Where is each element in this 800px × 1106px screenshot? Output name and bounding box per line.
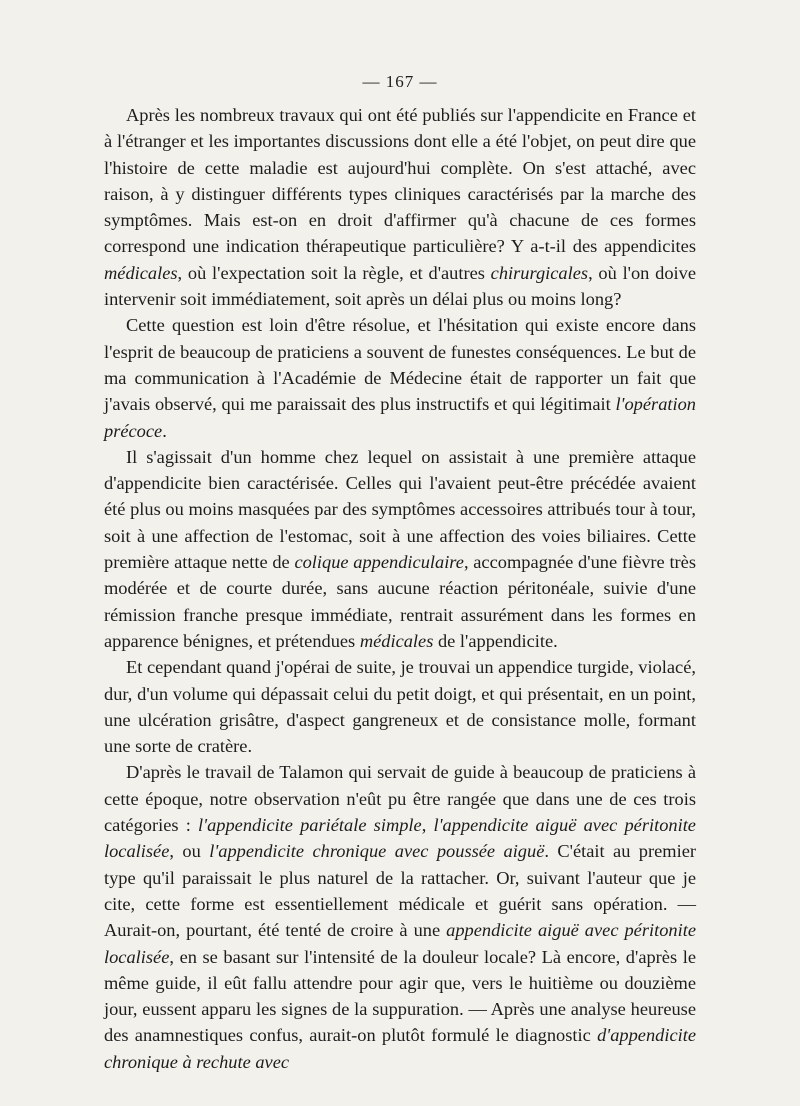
italic-phrase: l'appendicite chronique avec poussée aiguë: [209, 841, 545, 862]
text-run: , en se basant sur l'intensité de la douleur locale? Là encore, d'après le même guide, il eût fallu attendre pour agir que, vers le huitième ou douzième jour, eussent apparu les signes de la suppuration. — Après une analyse heureuse des anamnestiques confus, aurait-on plutôt formulé le diagnostic: [104, 946, 696, 1046]
italic-phrase: médicales: [359, 630, 434, 651]
text-run: Après les nombreux travaux qui ont été publiés sur l'appendicite en France et à l'étranger et les importantes discussions dont elle a été l'objet, on peut dire que l'histoire de cette maladie est aujourd'hui complète. On s'est attaché, avec raison, à y distinguer différents types cliniques caractérisés par la marche des symptômes. Mais est-on en droit d'affirmer qu'à chacune de ces formes correspond une indication thérapeutique particulière? Y a-t-il des appendicites: [104, 105, 696, 257]
paragraph: [104, 654, 696, 759]
italic-phrase: l'appendicite pariétale simple: [198, 815, 422, 836]
italic-phrase: l'appendicite aiguë avec péritonite localisée: [104, 815, 696, 862]
italic-phrase: d'appendicite chronique à rechute avec: [104, 1025, 696, 1072]
italic-phrase: appendicite aiguë avec péritonite localisée: [104, 920, 696, 967]
text-run: , où l'on doive intervenir soit immédiatement, soit après un délai plus ou moins long?: [104, 262, 696, 310]
text-run: , où l'expectation soit la règle, et d'autres: [177, 262, 491, 283]
paragraph: [104, 444, 696, 654]
text-run: .: [162, 420, 167, 441]
text-run: Et cependant quand j'opérai de suite, je trouvai un appendice turgide, violacé, dur, d'un volume qui dépassait celui du petit doigt, et qui présentait, en un point, une ulcération grisâtre, d'aspect gangreneux et de consistance molle, formant une sorte de cratère.: [104, 657, 696, 757]
italic-phrase: chirurgicales: [490, 262, 589, 283]
paragraph: [104, 312, 696, 443]
page-number: — 167 —: [362, 72, 438, 91]
body-text: [104, 102, 696, 1075]
text-run: Cette question est loin d'être résolue, et l'hésitation qui existe encore dans l'esprit de beaucoup de praticiens a souvent de funestes conséquences. Le but de ma communication à l'Académie de Médecine était de rapporter un fait que j'avais observé, qui me paraissait des plus instructifs et qui légitimait: [104, 315, 696, 415]
text-run: , ou: [169, 841, 210, 862]
text-run: ,: [421, 815, 434, 836]
italic-phrase: médicales: [104, 262, 178, 283]
italic-phrase: colique appendiculaire: [294, 552, 464, 573]
text-run: Il s'agissait d'un homme chez lequel on assistait à une première attaque d'appendicite bien caractérisée. Celles qui l'avaient peut-être précédée avaient été plus ou moins masquées par des symptômes accessoires attribués tour à tour, soit à une affection de l'estomac, soit à une affection des voies biliaires. Cette première attaque nette de: [104, 446, 696, 573]
text-run: de l'appendicite.: [433, 630, 558, 651]
text-run: , accompagnée d'une fièvre très modérée et de courte durée, sans aucune réaction péritonéale, suivie d'une rémission franche presque immédiate, rentrait assurément dans les formes en apparence bénignes, et prétendues: [104, 552, 696, 651]
paragraph: [104, 759, 696, 1075]
paragraph: [104, 102, 696, 312]
text-run: . C'était au premier type qu'il paraissait le plus naturel de la rattacher. Or, suivant l'auteur que je cite, cette forme est essentiellement médicale et guérit sans opération. — Aurait-on, pourtant, été tenté de croire à une: [104, 841, 696, 941]
italic-phrase: l'opération précoce: [104, 394, 696, 441]
text-run: D'après le travail de Talamon qui servait de guide à beaucoup de praticiens à cette époque, notre observation n'eût pu être rangée que dans une de ces trois catégories :: [104, 762, 696, 836]
